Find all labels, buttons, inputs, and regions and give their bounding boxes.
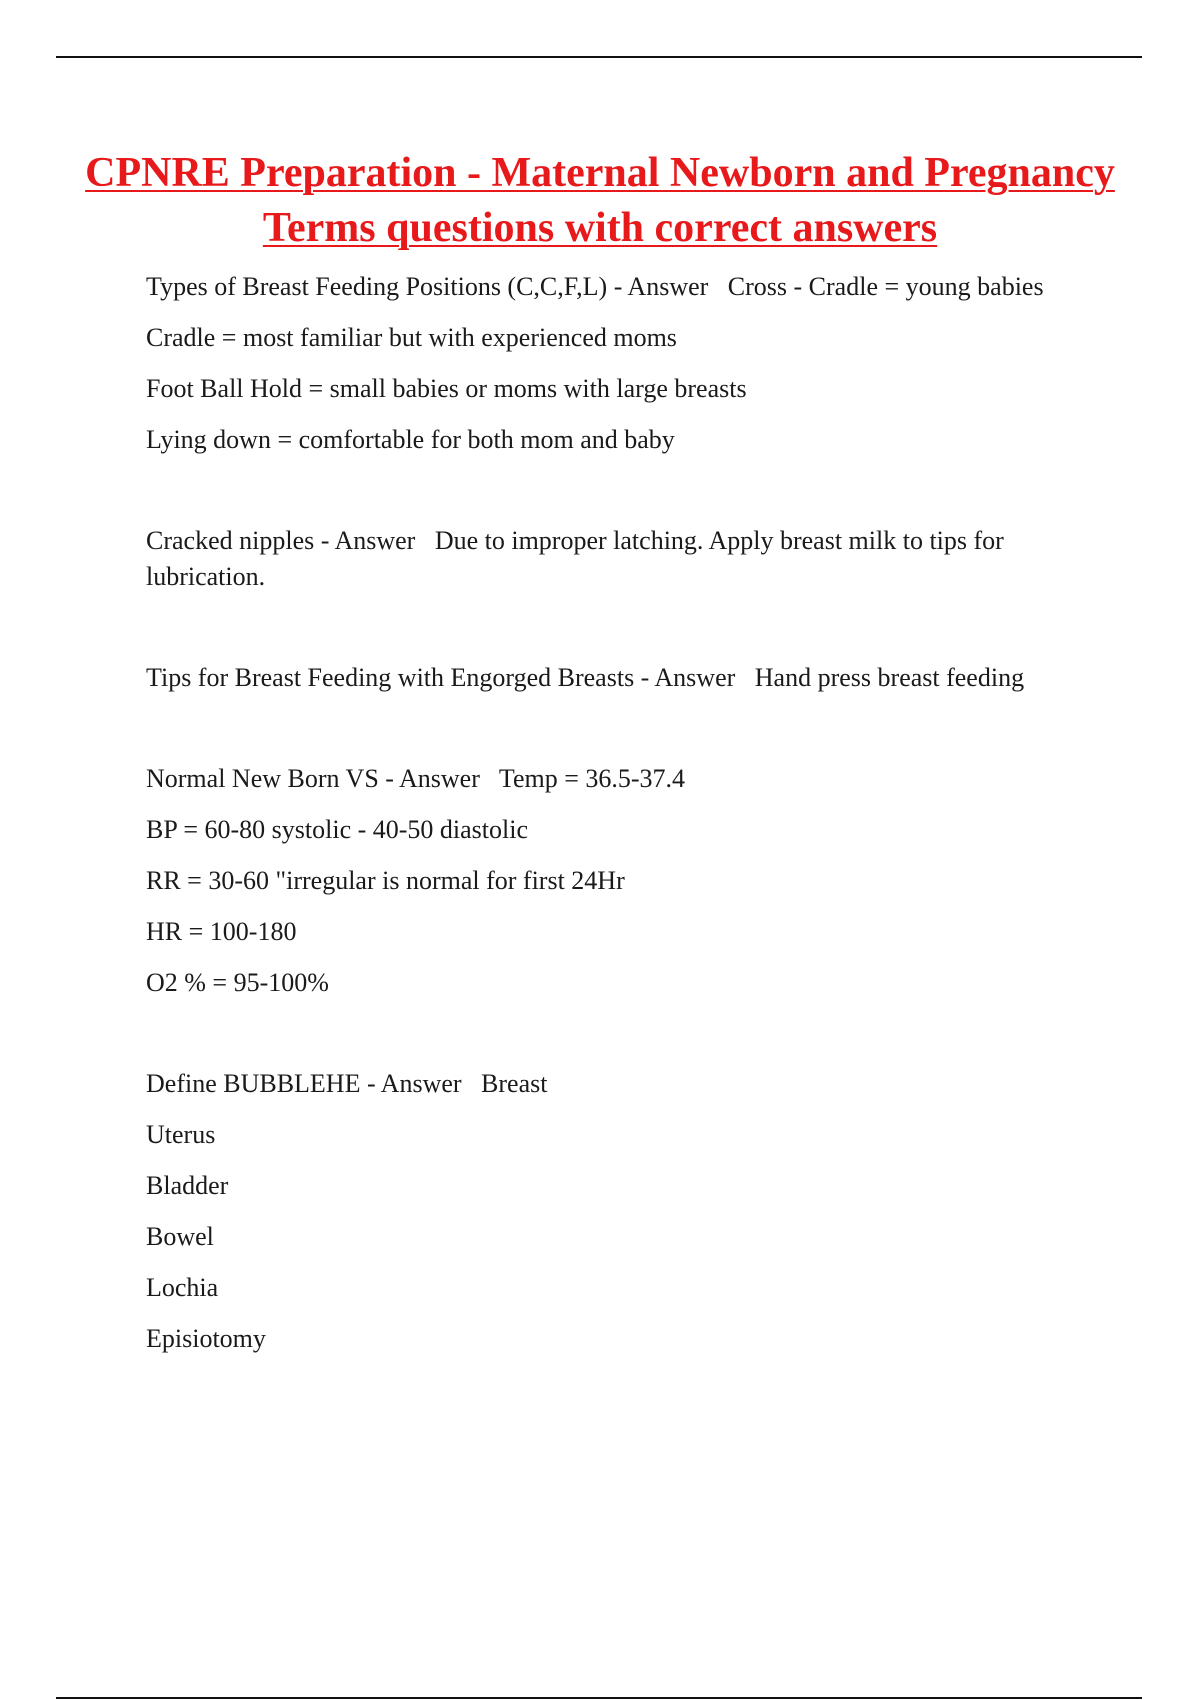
qa-breastfeeding-positions [146,269,1096,458]
qa-newborn-vital-signs [146,761,1096,1001]
text-line: Types of Breast Feeding Positions (C,C,F,L) - Answer Cross - Cradle = young babies [146,272,1044,301]
text-line: Lochia [146,1273,219,1302]
text-line: Cracked nipples - Answer Due to improper latching. Apply breast milk to tips for lubrication. [146,526,1011,591]
document-body [146,269,1096,1357]
text-line: Tips for Breast Feeding with Engorged Breasts - Answer Hand press breast feeding [146,663,1025,692]
text-line: Normal New Born VS - Answer Temp = 36.5-37.4 [146,764,686,793]
text-line: HR = 100-180 [146,917,297,946]
bottom-rule [56,1697,1142,1699]
text-line: BP = 60-80 systolic - 40-50 diastolic [146,815,529,844]
text-line: Bladder [146,1171,229,1200]
text-line: Lying down = comfortable for both mom and baby [146,425,675,454]
text-line: Cradle = most familiar but with experienced moms [146,323,677,352]
text-line: Define BUBBLEHE - Answer Breast [146,1069,548,1098]
document-title: CPNRE Preparation - Maternal Newborn and Pregnancy Terms questions with correct answers [85,150,1115,251]
qa-engorged-breasts [146,660,1096,696]
text-line: Foot Ball Hold = small babies or moms with large breasts [146,374,747,403]
qa-bubblehe [146,1066,1096,1357]
text-line: O2 % = 95-100% [146,968,329,997]
text-line: RR = 30-60 "irregular is normal for first 24Hr [146,866,625,895]
qa-cracked-nipples [146,523,1096,595]
top-rule [56,56,1142,58]
text-line: Episiotomy [146,1324,266,1353]
text-line: Uterus [146,1120,216,1149]
text-line: Bowel [146,1222,214,1251]
